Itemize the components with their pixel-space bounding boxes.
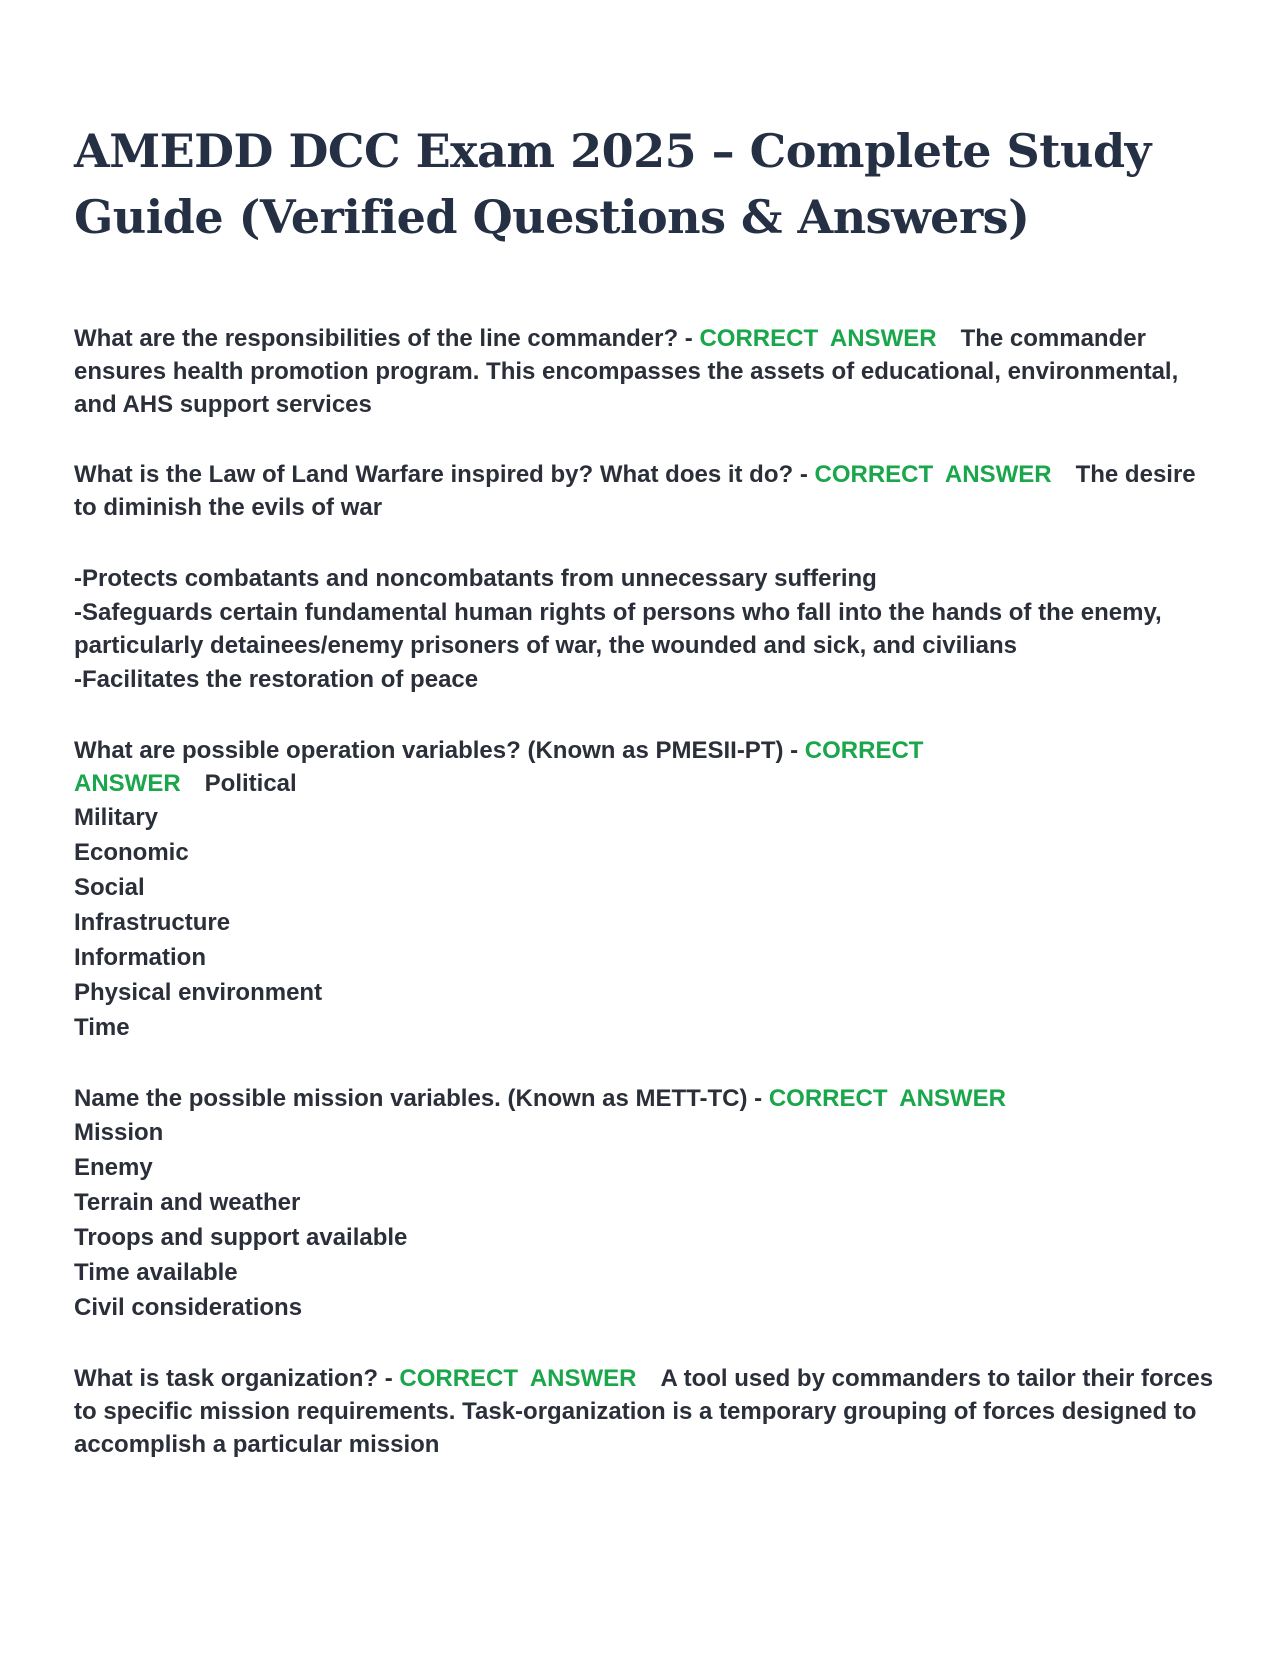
- qa-list: [74, 322, 1214, 1498]
- paragraph-gap: [74, 524, 1214, 561]
- qa-text: [74, 1082, 1214, 1115]
- correct-answer-label: CORRECT ANSWER: [399, 1365, 637, 1392]
- qa-item: [74, 322, 1214, 421]
- list-line: Troops and support available: [74, 1224, 408, 1251]
- qa-item: [74, 1082, 1214, 1325]
- correct-answer-label: CORRECT ANSWER: [768, 1085, 1006, 1112]
- correct-answer-label: CORRECT ANSWER: [699, 325, 937, 352]
- bullet-line: -Protects combatants and noncombatants from unnecessary suffering: [74, 565, 877, 592]
- question-text: Name the possible mission variables. (Known as METT-TC) -: [74, 1085, 763, 1112]
- answer-text: The commander ensures health promotion program. This encompasses the assets of educational, environmental, and AHS support services: [74, 325, 1179, 418]
- correct-answer-label: CORRECT ANSWER: [74, 737, 924, 797]
- answer-text: Political: [204, 770, 297, 797]
- list-line: Civil considerations: [74, 1294, 303, 1321]
- qa-item: [74, 458, 1214, 697]
- bullet-line: -Safeguards certain fundamental human rights of persons who fall into the hands of the enemy, particularly detainees/enemy prisoners of war, the wounded and sick, and civilians: [74, 599, 1162, 659]
- answer-text: The desire to diminish the evils of war: [74, 461, 1196, 521]
- question-text: What are the responsibilities of the line commander? -: [74, 325, 693, 352]
- list-line: Enemy: [74, 1154, 153, 1181]
- list-line: Terrain and weather: [74, 1189, 301, 1216]
- list-line: Time available: [74, 1259, 238, 1286]
- qa-text: [74, 322, 1214, 421]
- list-line: Infrastructure: [74, 909, 231, 936]
- question-text: What is the Law of Land Warfare inspired by? What does it do? -: [74, 461, 808, 488]
- list-line: Time: [74, 1014, 130, 1041]
- document-title: AMEDD DCC Exam 2025 – Complete Study Guide (Verified Questions & Answers): [74, 124, 1151, 244]
- list-line: Physical environment: [74, 979, 323, 1006]
- qa-text: [74, 734, 974, 800]
- qa-text: [74, 1362, 1214, 1461]
- list-line: Economic: [74, 839, 189, 866]
- qa-item: [74, 734, 1214, 1045]
- qa-text: [74, 458, 1214, 524]
- list-line: Mission: [74, 1119, 164, 1146]
- question-text: What are possible operation variables? (Known as PMESII-PT) -: [74, 737, 799, 764]
- list-line: Military: [74, 804, 159, 831]
- correct-answer-label: CORRECT ANSWER: [814, 461, 1052, 488]
- list-line: Information: [74, 944, 206, 971]
- question-text: What is task organization? -: [74, 1365, 393, 1392]
- list-line: Social: [74, 874, 145, 901]
- qa-item: [74, 1362, 1214, 1461]
- answer-text: A tool used by commanders to tailor their forces to specific mission requirements. Task-organization is a temporary grouping of forces designed to accomplish a particular mission: [74, 1365, 1214, 1458]
- bullet-line: -Facilitates the restoration of peace: [74, 666, 479, 693]
